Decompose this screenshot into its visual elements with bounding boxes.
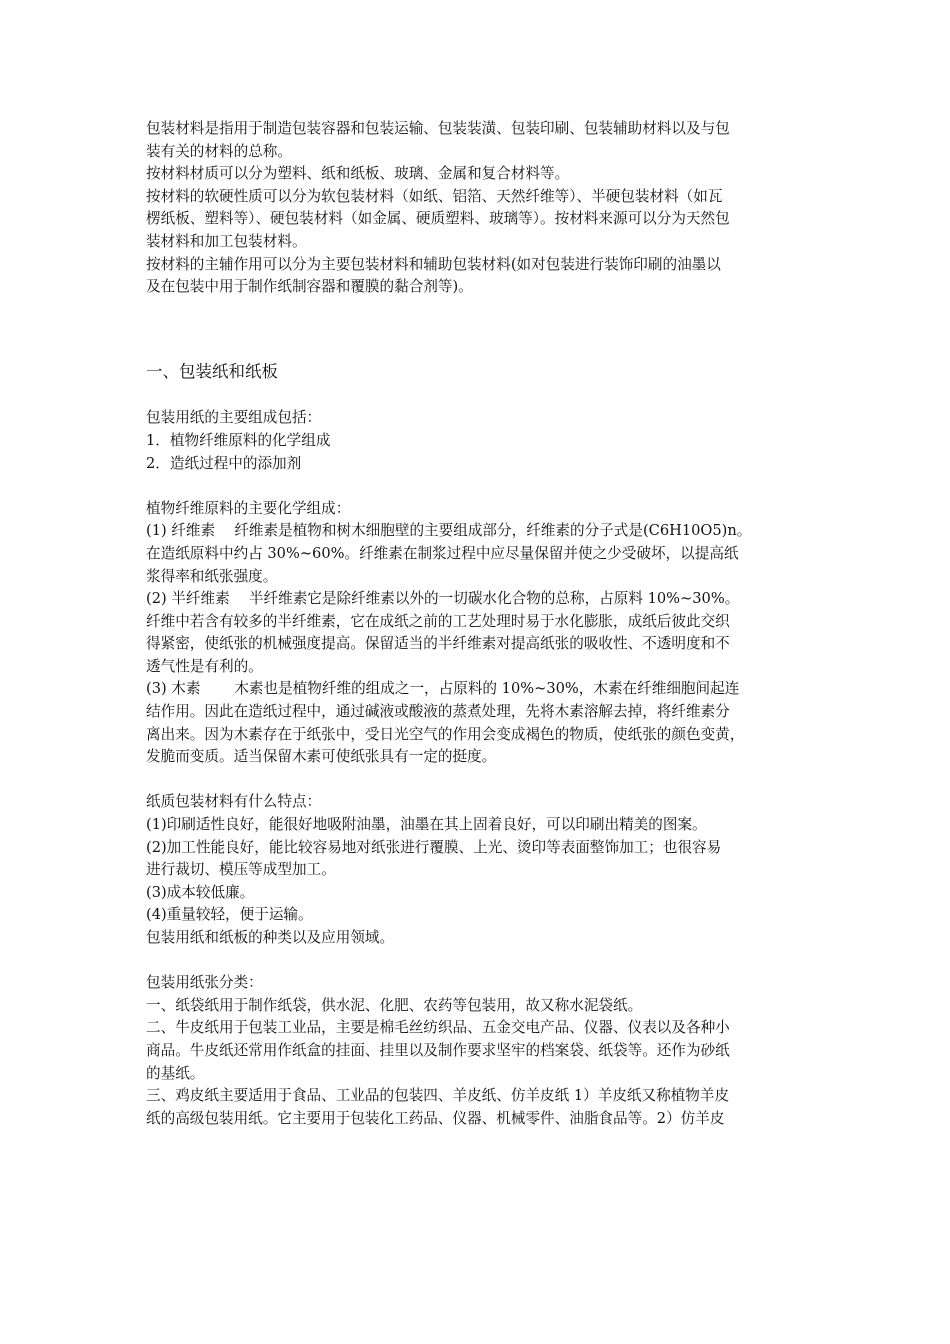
text-line: (3) 木素 木素也是植物纤维的组成之一，占原料的 10%~30%，木素在纤维细胞间起连 [146,680,740,698]
text-line: 离出来。因为木素存在于纸张中，受日光空气的作用会变成褐色的物质，使纸张的颜色变黄， [146,725,745,743]
paper-features [146,791,810,949]
text-line: 包装用纸和纸板的种类以及应用领域。 [146,929,395,946]
text-line: (2)加工性能良好，能比较容易地对纸张进行覆膜、上光、烫印等表面整饰加工；也很容易 [146,838,722,856]
text-line: 纤维中若含有较多的半纤维素，它在成纸之前的工艺处理时易于水化膨胀，成纸后彼此交织 [146,612,730,630]
text-line: 按材料材质可以分为塑料、纸和纸板、玻璃、金属和复合材料等。 [146,165,570,183]
text-line: 透气性是有利的。 [146,657,263,675]
text-line: 包装用纸的主要组成包括： [146,409,322,427]
text-line: (4)重量较轻，便于运输。 [146,906,313,924]
text-line: 结作用。因此在造纸过程中，通过碱液或酸液的蒸煮处理，先将木素溶解去掉，将纤维素分 [146,703,730,721]
text-line: (1)印刷适性良好，能很好地吸附油墨，油墨在其上固着良好，可以印刷出精美的图案。 [146,816,707,834]
composition-list [146,407,810,475]
text-line: 包装用纸张分类： [146,974,263,992]
paper-classification [146,972,810,1130]
text-line: 二、牛皮纸用于包装工业品，主要是棉毛丝纺织品、五金交电产品、仪器、仪表以及各种小 [146,1019,730,1037]
text-line: 浆得率和纸张强度。 [146,567,278,585]
text-line: 的基纸。 [146,1064,205,1082]
text-line: 在造纸原料中约占 30%~60%。纤维素在制浆过程中应尽量保留并使之少受破坏，以提高纸 [146,544,739,562]
text-line: 按材料的主辅作用可以分为主要包装材料和辅助包装材料(如对包装进行装饰印刷的油墨以 [146,255,721,273]
text-line: 一、纸袋纸用于制作纸袋，供水泥、化肥、农药等包装用，故又称水泥袋纸。 [146,996,643,1014]
text-line: 商品。牛皮纸还常用作纸盒的挂面、挂里以及制作要求坚牢的档案袋、纸袋等。还作为砂纸 [146,1041,730,1059]
intro-paragraphs [146,118,810,299]
document-page [146,118,810,1130]
text-line: 纸质包装材料有什么特点： [146,793,322,811]
text-line: (3)成本较低廉。 [146,883,255,901]
text-line: 进行裁切、模压等成型加工。 [146,861,336,879]
text-line: 及在包装中用于制作纸制容器和覆膜的黏合剂等)。 [146,278,473,296]
text-line: (2) 半纤维素 半纤维素它是除纤维素以外的一切碳水化合物的总称，占原料 10%~30%。 [146,590,740,608]
chemical-composition [146,498,810,769]
list-item: 2．造纸过程中的添加剂 [146,454,302,472]
text-line: 楞纸板、塑料等）、硬包装材料（如金属、硬质塑料、玻璃等）。按材料来源可以分为天然包 [146,210,730,228]
text-line: 发脆而变质。适当保留木素可使纸张具有一定的挺度。 [146,748,497,766]
text-line: 得紧密，使纸张的机械强度提高。保留适当的半纤维素对提高纸张的吸收性、不透明度和不 [146,635,730,653]
text-line: (1) 纤维素 纤维素是植物和树木细胞壁的主要组成部分，纤维素的分子式是(C6H10O5)n。 [146,522,752,540]
list-item: 1．植物纤维原料的化学组成 [146,431,331,449]
text-line: 包装材料是指用于制造包装容器和包装运输、包装装潢、包装印刷、包装辅助材料以及与包 [146,120,730,137]
text-line: 装有关的材料的总称。 [146,142,292,160]
text-line: 三、鸡皮纸主要适用于食品、工业品的包装四、羊皮纸、仿羊皮纸 1）羊皮纸又称植物羊皮 [146,1087,730,1105]
text-line: 纸的高级包装用纸。它主要用于包装化工药品、仪器、机械零件、油脂食品等。2）仿羊皮 [146,1109,725,1127]
text-line: 植物纤维原料的主要化学组成： [146,499,351,517]
text-line: 按材料的软硬性质可以分为软包装材料（如纸、铝箔、天然纤维等）、半硬包装材料（如瓦 [146,187,723,205]
section-heading: 一、包装纸和纸板 [146,362,278,382]
text-line: 装材料和加工包装材料。 [146,232,307,250]
